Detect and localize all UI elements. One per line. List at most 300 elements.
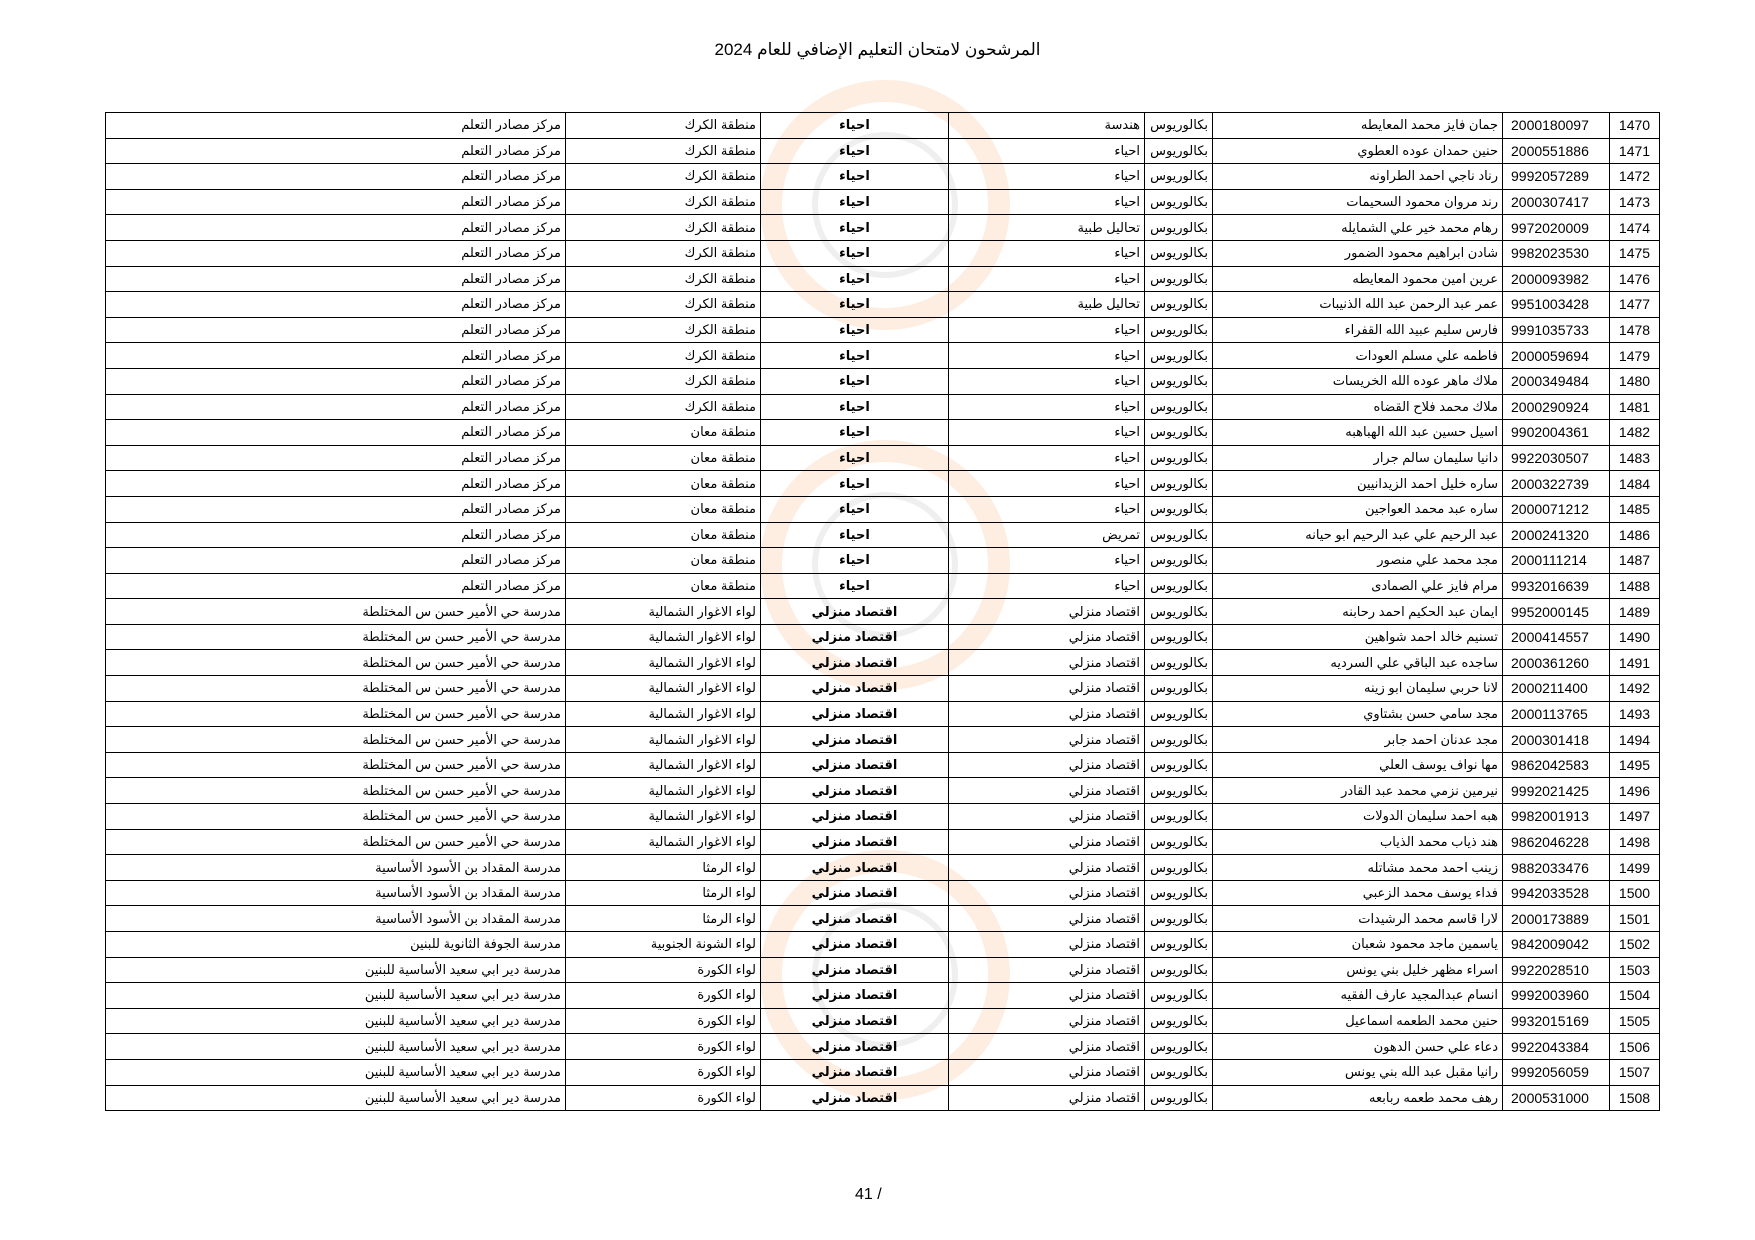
directorate-cell: منطقة معان <box>566 548 761 574</box>
exam-center-cell: مدرسة حي الأمير حسن س المختلطة <box>106 624 566 650</box>
exam-center-cell: مركز مصادر التعلم <box>106 113 566 139</box>
exam-center-cell: مركز مصادر التعلم <box>106 266 566 292</box>
table-row <box>106 445 1660 471</box>
exam-subject-cell: اقتصاد منزلي <box>761 880 949 906</box>
row-number-cell: 1499 <box>1610 855 1660 881</box>
exam-center-cell: مدرسة حي الأمير حسن س المختلطة <box>106 701 566 727</box>
exam-center-cell: مركز مصادر التعلم <box>106 189 566 215</box>
national-id-cell: 2000173889 <box>1503 906 1610 932</box>
exam-center-cell: مدرسة حي الأمير حسن س المختلطة <box>106 650 566 676</box>
specialization-cell: اقتصاد منزلي <box>949 624 1145 650</box>
national-id-cell: 9922030507 <box>1503 445 1610 471</box>
directorate-cell: منطقة معان <box>566 522 761 548</box>
specialization-cell: احياء <box>949 548 1145 574</box>
candidate-name-cell: ايمان عبد الحكيم احمد رحابنه <box>1213 599 1503 625</box>
directorate-cell: منطقة الكرك <box>566 394 761 420</box>
national-id-cell: 9922043384 <box>1503 1034 1610 1060</box>
degree-cell: بكالوريوس <box>1145 599 1213 625</box>
directorate-cell: منطقة الكرك <box>566 240 761 266</box>
specialization-cell: احياء <box>949 394 1145 420</box>
candidate-name-cell: عمر عبد الرحمن عبد الله الذنيبات <box>1213 292 1503 318</box>
directorate-cell: لواء الكورة <box>566 957 761 983</box>
row-number-cell: 1502 <box>1610 932 1660 958</box>
candidate-name-cell: ملاك محمد فلاح القضاه <box>1213 394 1503 420</box>
exam-center-cell: مركز مصادر التعلم <box>106 394 566 420</box>
specialization-cell: هندسة <box>949 113 1145 139</box>
exam-center-cell: مدرسة المقداد بن الأسود الأساسية <box>106 906 566 932</box>
national-id-cell: 2000551886 <box>1503 138 1610 164</box>
directorate-cell: منطقة الكرك <box>566 215 761 241</box>
directorate-cell: منطقة الكرك <box>566 189 761 215</box>
directorate-cell: لواء الاغوار الشمالية <box>566 778 761 804</box>
degree-cell: بكالوريوس <box>1145 676 1213 702</box>
candidate-name-cell: جمان فايز محمد المعايطه <box>1213 113 1503 139</box>
degree-cell: بكالوريوس <box>1145 778 1213 804</box>
exam-center-cell: مدرسة حي الأمير حسن س المختلطة <box>106 727 566 753</box>
table-row <box>106 880 1660 906</box>
row-number-cell: 1475 <box>1610 240 1660 266</box>
row-number-cell: 1496 <box>1610 778 1660 804</box>
exam-subject-cell: اقتصاد منزلي <box>761 752 949 778</box>
national-id-cell: 9942033528 <box>1503 880 1610 906</box>
directorate-cell: لواء الاغوار الشمالية <box>566 599 761 625</box>
exam-subject-cell: اقتصاد منزلي <box>761 804 949 830</box>
national-id-cell: 2000531000 <box>1503 1085 1610 1111</box>
exam-subject-cell: احياء <box>761 496 949 522</box>
exam-subject-cell: اقتصاد منزلي <box>761 983 949 1009</box>
candidate-name-cell: ملاك ماهر عوده الله الخريسات <box>1213 368 1503 394</box>
exam-subject-cell: احياء <box>761 292 949 318</box>
exam-center-cell: مركز مصادر التعلم <box>106 496 566 522</box>
row-number-cell: 1485 <box>1610 496 1660 522</box>
row-number-cell: 1507 <box>1610 1059 1660 1085</box>
exam-center-cell: مدرسة حي الأمير حسن س المختلطة <box>106 599 566 625</box>
candidate-name-cell: ساره عبد محمد العواجين <box>1213 496 1503 522</box>
exam-center-cell: مدرسة المقداد بن الأسود الأساسية <box>106 855 566 881</box>
exam-center-cell: مركز مصادر التعلم <box>106 522 566 548</box>
national-id-cell: 2000322739 <box>1503 471 1610 497</box>
specialization-cell: اقتصاد منزلي <box>949 957 1145 983</box>
degree-cell: بكالوريوس <box>1145 445 1213 471</box>
specialization-cell: اقتصاد منزلي <box>949 906 1145 932</box>
candidate-name-cell: حنين حمدان عوده العطوي <box>1213 138 1503 164</box>
specialization-cell: اقتصاد منزلي <box>949 932 1145 958</box>
degree-cell: بكالوريوس <box>1145 368 1213 394</box>
candidate-name-cell: مجد محمد علي منصور <box>1213 548 1503 574</box>
row-number-cell: 1487 <box>1610 548 1660 574</box>
exam-subject-cell: اقتصاد منزلي <box>761 676 949 702</box>
candidate-name-cell: ساجده عبد الباقي علي السرديه <box>1213 650 1503 676</box>
national-id-cell: 9951003428 <box>1503 292 1610 318</box>
degree-cell: بكالوريوس <box>1145 906 1213 932</box>
national-id-cell: 2000301418 <box>1503 727 1610 753</box>
national-id-cell: 2000307417 <box>1503 189 1610 215</box>
degree-cell: بكالوريوس <box>1145 240 1213 266</box>
degree-cell: بكالوريوس <box>1145 829 1213 855</box>
exam-center-cell: مدرسة دير ابي سعيد الأساسية للبنين <box>106 1059 566 1085</box>
table-row <box>106 676 1660 702</box>
row-number-cell: 1481 <box>1610 394 1660 420</box>
candidate-name-cell: زينب احمد محمد مشاتله <box>1213 855 1503 881</box>
candidate-name-cell: انسام عبدالمجيد عارف الفقيه <box>1213 983 1503 1009</box>
directorate-cell: لواء الكورة <box>566 1008 761 1034</box>
specialization-cell: اقتصاد منزلي <box>949 804 1145 830</box>
table-row <box>106 266 1660 292</box>
table-row <box>106 650 1660 676</box>
degree-cell: بكالوريوس <box>1145 804 1213 830</box>
degree-cell: بكالوريوس <box>1145 1085 1213 1111</box>
degree-cell: بكالوريوس <box>1145 983 1213 1009</box>
candidate-name-cell: دانيا سليمان سالم جرار <box>1213 445 1503 471</box>
specialization-cell: اقتصاد منزلي <box>949 676 1145 702</box>
page-title: المرشحون لامتحان التعليم الإضافي للعام 2024 <box>714 40 1041 59</box>
exam-subject-cell: احياء <box>761 548 949 574</box>
candidate-name-cell: فداء يوسف محمد الزعبي <box>1213 880 1503 906</box>
degree-cell: بكالوريوس <box>1145 1059 1213 1085</box>
row-number-cell: 1478 <box>1610 317 1660 343</box>
row-number-cell: 1477 <box>1610 292 1660 318</box>
exam-subject-cell: اقتصاد منزلي <box>761 1008 949 1034</box>
directorate-cell: منطقة الكرك <box>566 266 761 292</box>
table-row <box>106 1008 1660 1034</box>
specialization-cell: اقتصاد منزلي <box>949 701 1145 727</box>
row-number-cell: 1488 <box>1610 573 1660 599</box>
national-id-cell: 9992056059 <box>1503 1059 1610 1085</box>
degree-cell: بكالوريوس <box>1145 522 1213 548</box>
specialization-cell: احياء <box>949 240 1145 266</box>
exam-center-cell: مدرسة حي الأمير حسن س المختلطة <box>106 752 566 778</box>
degree-cell: بكالوريوس <box>1145 624 1213 650</box>
row-number-cell: 1483 <box>1610 445 1660 471</box>
table-row <box>106 573 1660 599</box>
exam-subject-cell: احياء <box>761 368 949 394</box>
candidate-name-cell: رهام محمد خير علي الشمايله <box>1213 215 1503 241</box>
directorate-cell: لواء الاغوار الشمالية <box>566 829 761 855</box>
row-number-cell: 1492 <box>1610 676 1660 702</box>
directorate-cell: لواء الرمثا <box>566 855 761 881</box>
directorate-cell: منطقة الكرك <box>566 343 761 369</box>
row-number-cell: 1497 <box>1610 804 1660 830</box>
exam-center-cell: مدرسة حي الأمير حسن س المختلطة <box>106 778 566 804</box>
degree-cell: بكالوريوس <box>1145 215 1213 241</box>
candidate-name-cell: عبد الرحيم علي عبد الرحيم ابو حيانه <box>1213 522 1503 548</box>
exam-center-cell: مدرسة الجوفة الثانوية للبنين <box>106 932 566 958</box>
degree-cell: بكالوريوس <box>1145 1034 1213 1060</box>
directorate-cell: منطقة الكرك <box>566 164 761 190</box>
row-number-cell: 1476 <box>1610 266 1660 292</box>
exam-subject-cell: اقتصاد منزلي <box>761 932 949 958</box>
national-id-cell: 9902004361 <box>1503 420 1610 446</box>
exam-center-cell: مركز مصادر التعلم <box>106 343 566 369</box>
directorate-cell: منطقة معان <box>566 471 761 497</box>
degree-cell: بكالوريوس <box>1145 701 1213 727</box>
exam-subject-cell: احياء <box>761 343 949 369</box>
exam-center-cell: مركز مصادر التعلم <box>106 317 566 343</box>
exam-subject-cell: اقتصاد منزلي <box>761 624 949 650</box>
table-row <box>106 957 1660 983</box>
page-number: 41 / <box>855 1186 882 1203</box>
table-row <box>106 113 1660 139</box>
table-row <box>106 138 1660 164</box>
exam-center-cell: مركز مصادر التعلم <box>106 445 566 471</box>
candidate-name-cell: هند ذياب محمد الذياب <box>1213 829 1503 855</box>
row-number-cell: 1486 <box>1610 522 1660 548</box>
candidate-name-cell: دعاء علي حسن الدهون <box>1213 1034 1503 1060</box>
candidate-name-cell: تسنيم خالد احمد شواهين <box>1213 624 1503 650</box>
directorate-cell: لواء الاغوار الشمالية <box>566 804 761 830</box>
exam-subject-cell: احياء <box>761 164 949 190</box>
directorate-cell: لواء الاغوار الشمالية <box>566 701 761 727</box>
degree-cell: بكالوريوس <box>1145 292 1213 318</box>
specialization-cell: احياء <box>949 420 1145 446</box>
specialization-cell: احياء <box>949 496 1145 522</box>
table-row <box>106 292 1660 318</box>
table-row <box>106 932 1660 958</box>
directorate-cell: لواء الكورة <box>566 1059 761 1085</box>
candidate-name-cell: مجد عدنان احمد جابر <box>1213 727 1503 753</box>
exam-subject-cell: اقتصاد منزلي <box>761 599 949 625</box>
exam-subject-cell: احياء <box>761 215 949 241</box>
candidate-name-cell: ساره خليل احمد الزيدانيين <box>1213 471 1503 497</box>
table-row <box>106 624 1660 650</box>
table-row <box>106 727 1660 753</box>
exam-subject-cell: اقتصاد منزلي <box>761 650 949 676</box>
directorate-cell: منطقة الكرك <box>566 317 761 343</box>
specialization-cell: اقتصاد منزلي <box>949 727 1145 753</box>
degree-cell: بكالوريوس <box>1145 266 1213 292</box>
row-number-cell: 1505 <box>1610 1008 1660 1034</box>
degree-cell: بكالوريوس <box>1145 496 1213 522</box>
table-row <box>106 906 1660 932</box>
specialization-cell: احياء <box>949 573 1145 599</box>
table-row <box>106 752 1660 778</box>
exam-subject-cell: اقتصاد منزلي <box>761 727 949 753</box>
degree-cell: بكالوريوس <box>1145 317 1213 343</box>
degree-cell: بكالوريوس <box>1145 189 1213 215</box>
specialization-cell: احياء <box>949 368 1145 394</box>
national-id-cell: 9932015169 <box>1503 1008 1610 1034</box>
row-number-cell: 1504 <box>1610 983 1660 1009</box>
directorate-cell: لواء الاغوار الشمالية <box>566 650 761 676</box>
directorate-cell: لواء الرمثا <box>566 906 761 932</box>
directorate-cell: لواء الكورة <box>566 1085 761 1111</box>
degree-cell: بكالوريوس <box>1145 752 1213 778</box>
directorate-cell: منطقة الكرك <box>566 113 761 139</box>
specialization-cell: اقتصاد منزلي <box>949 778 1145 804</box>
table-row <box>106 804 1660 830</box>
exam-center-cell: مركز مصادر التعلم <box>106 138 566 164</box>
candidate-name-cell: فارس سليم عبيد الله القفراء <box>1213 317 1503 343</box>
candidate-name-cell: هبه احمد سليمان الدولات <box>1213 804 1503 830</box>
row-number-cell: 1500 <box>1610 880 1660 906</box>
degree-cell: بكالوريوس <box>1145 471 1213 497</box>
degree-cell: بكالوريوس <box>1145 650 1213 676</box>
specialization-cell: احياء <box>949 266 1145 292</box>
exam-center-cell: مدرسة المقداد بن الأسود الأساسية <box>106 880 566 906</box>
specialization-cell: تمريض <box>949 522 1145 548</box>
exam-subject-cell: احياء <box>761 317 949 343</box>
national-id-cell: 9972020009 <box>1503 215 1610 241</box>
degree-cell: بكالوريوس <box>1145 957 1213 983</box>
national-id-cell: 2000180097 <box>1503 113 1610 139</box>
exam-center-cell: مركز مصادر التعلم <box>106 368 566 394</box>
directorate-cell: لواء الاغوار الشمالية <box>566 727 761 753</box>
national-id-cell: 9992057289 <box>1503 164 1610 190</box>
exam-center-cell: مركز مصادر التعلم <box>106 292 566 318</box>
exam-subject-cell: اقتصاد منزلي <box>761 1085 949 1111</box>
table-row <box>106 343 1660 369</box>
degree-cell: بكالوريوس <box>1145 573 1213 599</box>
exam-center-cell: مركز مصادر التعلم <box>106 164 566 190</box>
specialization-cell: اقتصاد منزلي <box>949 752 1145 778</box>
row-number-cell: 1506 <box>1610 1034 1660 1060</box>
directorate-cell: لواء الكورة <box>566 983 761 1009</box>
exam-center-cell: مركز مصادر التعلم <box>106 548 566 574</box>
row-number-cell: 1489 <box>1610 599 1660 625</box>
row-number-cell: 1490 <box>1610 624 1660 650</box>
directorate-cell: منطقة معان <box>566 420 761 446</box>
specialization-cell: اقتصاد منزلي <box>949 599 1145 625</box>
table-row <box>106 522 1660 548</box>
exam-subject-cell: اقتصاد منزلي <box>761 829 949 855</box>
exam-subject-cell: احياء <box>761 189 949 215</box>
specialization-cell: تحاليل طبية <box>949 215 1145 241</box>
row-number-cell: 1471 <box>1610 138 1660 164</box>
table-row <box>106 1034 1660 1060</box>
specialization-cell: اقتصاد منزلي <box>949 1008 1145 1034</box>
exam-subject-cell: احياء <box>761 394 949 420</box>
table-row <box>106 240 1660 266</box>
exam-subject-cell: اقتصاد منزلي <box>761 1059 949 1085</box>
national-id-cell: 9952000145 <box>1503 599 1610 625</box>
table-row <box>106 778 1660 804</box>
national-id-cell: 9992003960 <box>1503 983 1610 1009</box>
specialization-cell: احياء <box>949 138 1145 164</box>
table-row <box>106 164 1660 190</box>
exam-center-cell: مدرسة حي الأمير حسن س المختلطة <box>106 829 566 855</box>
exam-subject-cell: احياء <box>761 522 949 548</box>
table-row <box>106 368 1660 394</box>
national-id-cell: 2000113765 <box>1503 701 1610 727</box>
row-number-cell: 1480 <box>1610 368 1660 394</box>
degree-cell: بكالوريوس <box>1145 394 1213 420</box>
national-id-cell: 2000211400 <box>1503 676 1610 702</box>
candidate-name-cell: رهف محمد طعمه ربابعه <box>1213 1085 1503 1111</box>
degree-cell: بكالوريوس <box>1145 420 1213 446</box>
national-id-cell: 2000414557 <box>1503 624 1610 650</box>
exam-center-cell: مركز مصادر التعلم <box>106 573 566 599</box>
row-number-cell: 1479 <box>1610 343 1660 369</box>
exam-subject-cell: اقتصاد منزلي <box>761 701 949 727</box>
candidate-name-cell: لانا حربي سليمان ابو زينه <box>1213 676 1503 702</box>
exam-center-cell: مدرسة دير ابي سعيد الأساسية للبنين <box>106 1085 566 1111</box>
table-row <box>106 548 1660 574</box>
candidate-name-cell: مرام فايز علي الصمادى <box>1213 573 1503 599</box>
specialization-cell: اقتصاد منزلي <box>949 1085 1145 1111</box>
national-id-cell: 2000111214 <box>1503 548 1610 574</box>
national-id-cell: 9842009042 <box>1503 932 1610 958</box>
exam-center-cell: مدرسة دير ابي سعيد الأساسية للبنين <box>106 983 566 1009</box>
table-row <box>106 189 1660 215</box>
exam-subject-cell: اقتصاد منزلي <box>761 906 949 932</box>
directorate-cell: لواء الاغوار الشمالية <box>566 676 761 702</box>
national-id-cell: 2000093982 <box>1503 266 1610 292</box>
national-id-cell: 2000290924 <box>1503 394 1610 420</box>
directorate-cell: منطقة الكرك <box>566 138 761 164</box>
candidate-name-cell: مجد سامي حسن بشتاوي <box>1213 701 1503 727</box>
candidate-name-cell: شادن ابراهيم محمود الضمور <box>1213 240 1503 266</box>
specialization-cell: اقتصاد منزلي <box>949 1059 1145 1085</box>
table-row <box>106 983 1660 1009</box>
national-id-cell: 9982001913 <box>1503 804 1610 830</box>
row-number-cell: 1470 <box>1610 113 1660 139</box>
degree-cell: بكالوريوس <box>1145 138 1213 164</box>
candidate-name-cell: حنين محمد الطعمه اسماعيل <box>1213 1008 1503 1034</box>
specialization-cell: اقتصاد منزلي <box>949 983 1145 1009</box>
table-row <box>106 599 1660 625</box>
candidate-name-cell: رانيا مقبل عبد الله بني يونس <box>1213 1059 1503 1085</box>
directorate-cell: منطقة معان <box>566 573 761 599</box>
exam-subject-cell: اقتصاد منزلي <box>761 957 949 983</box>
national-id-cell: 2000349484 <box>1503 368 1610 394</box>
national-id-cell: 9932016639 <box>1503 573 1610 599</box>
row-number-cell: 1495 <box>1610 752 1660 778</box>
table-row <box>106 829 1660 855</box>
row-number-cell: 1501 <box>1610 906 1660 932</box>
exam-center-cell: مدرسة دير ابي سعيد الأساسية للبنين <box>106 957 566 983</box>
national-id-cell: 9922028510 <box>1503 957 1610 983</box>
candidate-name-cell: رناد ناجي احمد الطراونه <box>1213 164 1503 190</box>
exam-center-cell: مدرسة حي الأمير حسن س المختلطة <box>106 804 566 830</box>
candidates-table <box>105 112 1660 1111</box>
directorate-cell: لواء الكورة <box>566 1034 761 1060</box>
row-number-cell: 1484 <box>1610 471 1660 497</box>
table-row <box>106 1085 1660 1111</box>
national-id-cell: 2000361260 <box>1503 650 1610 676</box>
specialization-cell: اقتصاد منزلي <box>949 855 1145 881</box>
exam-subject-cell: احياء <box>761 445 949 471</box>
national-id-cell: 2000071212 <box>1503 496 1610 522</box>
directorate-cell: لواء الشونة الجنوبية <box>566 932 761 958</box>
table-row <box>106 1059 1660 1085</box>
candidate-name-cell: ياسمين ماجد محمود شعبان <box>1213 932 1503 958</box>
degree-cell: بكالوريوس <box>1145 164 1213 190</box>
directorate-cell: لواء الاغوار الشمالية <box>566 752 761 778</box>
row-number-cell: 1493 <box>1610 701 1660 727</box>
exam-subject-cell: احياء <box>761 240 949 266</box>
specialization-cell: احياء <box>949 343 1145 369</box>
exam-center-cell: مركز مصادر التعلم <box>106 471 566 497</box>
degree-cell: بكالوريوس <box>1145 727 1213 753</box>
national-id-cell: 9991035733 <box>1503 317 1610 343</box>
row-number-cell: 1494 <box>1610 727 1660 753</box>
specialization-cell: تحاليل طبية <box>949 292 1145 318</box>
candidate-name-cell: نيرمين نزمي محمد عبد القادر <box>1213 778 1503 804</box>
degree-cell: بكالوريوس <box>1145 1008 1213 1034</box>
exam-subject-cell: اقتصاد منزلي <box>761 855 949 881</box>
row-number-cell: 1482 <box>1610 420 1660 446</box>
degree-cell: بكالوريوس <box>1145 343 1213 369</box>
table-row <box>106 420 1660 446</box>
candidate-name-cell: اسيل حسين عبد الله الهباهبه <box>1213 420 1503 446</box>
row-number-cell: 1503 <box>1610 957 1660 983</box>
specialization-cell: اقتصاد منزلي <box>949 880 1145 906</box>
row-number-cell: 1491 <box>1610 650 1660 676</box>
row-number-cell: 1472 <box>1610 164 1660 190</box>
exam-center-cell: مدرسة دير ابي سعيد الأساسية للبنين <box>106 1008 566 1034</box>
candidate-name-cell: فاطمه علي مسلم العودات <box>1213 343 1503 369</box>
exam-center-cell: مدرسة دير ابي سعيد الأساسية للبنين <box>106 1034 566 1060</box>
